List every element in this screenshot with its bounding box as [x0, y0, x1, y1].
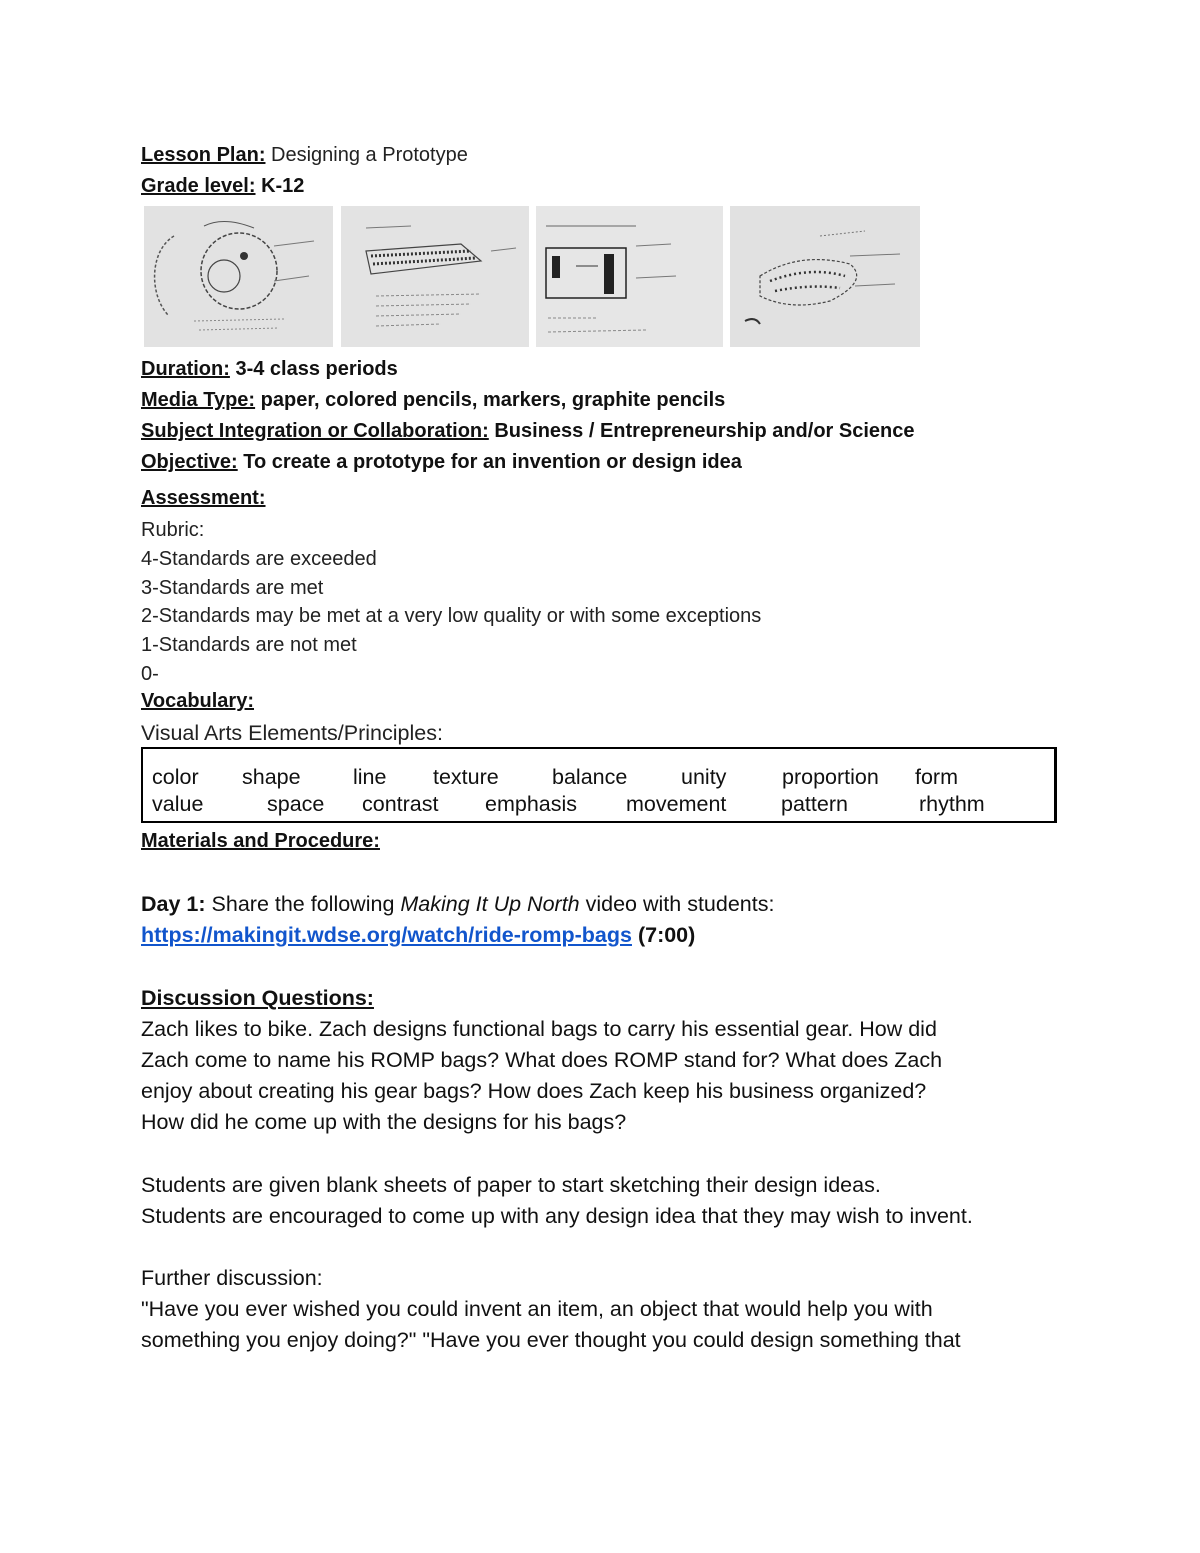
vocab-word: form: [915, 765, 958, 789]
vocab-word: movement: [626, 792, 727, 816]
vocab-word: value: [152, 792, 204, 816]
students-text: Students are given blank sheets of paper to start sketching their design ideas.: [141, 1173, 881, 1197]
media-type-label: Media Type:: [141, 389, 256, 411]
objective-label: Objective:: [141, 451, 238, 473]
media-type-line: [141, 389, 725, 412]
vocab-word: unity: [681, 765, 727, 789]
grade-level-label: Grade level:: [141, 175, 256, 197]
vocab-word: color: [152, 765, 199, 789]
video-link[interactable]: https://makingit.wdse.org/watch/ride-romp-bags: [141, 923, 632, 947]
day1-line: [141, 892, 774, 917]
subject-label: Subject Integration or Collaboration:: [141, 420, 489, 442]
subject-line: [141, 420, 915, 443]
day1-label: Day 1:: [141, 892, 206, 916]
objective-line: [141, 451, 742, 474]
vocabulary-subheading: Visual Arts Elements/Principles:: [141, 721, 443, 745]
duration-value: 3-4 class periods: [235, 358, 398, 380]
discussion-text: How did he come up with the designs for his bags?: [141, 1110, 627, 1134]
video-title: Making It Up North: [400, 892, 580, 916]
further-discussion-label: Further discussion:: [141, 1266, 323, 1290]
lesson-plan-line: [141, 144, 468, 167]
video-duration: (7:00): [637, 923, 696, 947]
vocab-word: balance: [552, 765, 628, 789]
discussion-text: Zach come to name his ROMP bags? What does ROMP stand for? What does Zach: [141, 1048, 943, 1072]
further-discussion-text: something you enjoy doing?" "Have you ever thought you could design something that: [141, 1328, 961, 1352]
rubric-line: 1-Standards are not met: [141, 634, 357, 656]
vocab-word: line: [353, 765, 387, 789]
sketch-photo-4: [730, 206, 920, 347]
media-type-value: paper, colored pencils, markers, graphite pencils: [260, 389, 726, 411]
discussion-heading: Discussion Questions:: [141, 986, 374, 1010]
sketch-photo-1: [144, 206, 333, 347]
rubric-line: 3-Standards are met: [141, 577, 324, 599]
duration-line: [141, 358, 398, 381]
vocab-word: texture: [433, 765, 499, 789]
discussion-text: Zach likes to bike. Zach designs functional bags to carry his essential gear. How did: [141, 1017, 937, 1041]
further-discussion-text: "Have you ever wished you could invent an item, an object that would help you with: [141, 1297, 933, 1321]
vocab-word: space: [267, 792, 325, 816]
vocabulary-table: [141, 747, 1057, 823]
rubric-line: 2-Standards may be met at a very low quality or with some exceptions: [141, 605, 762, 627]
vocab-word: emphasis: [485, 792, 578, 816]
day1-intro: Share the following: [211, 892, 395, 916]
vocab-word: pattern: [781, 792, 848, 816]
materials-heading: Materials and Procedure:: [141, 830, 380, 852]
rubric-line: 0-: [141, 663, 159, 685]
lesson-plan-title: Designing a Prototype: [271, 144, 468, 166]
vocabulary-heading: Vocabulary:: [141, 690, 254, 712]
grade-level-line: [141, 175, 304, 198]
discussion-text: enjoy about creating his gear bags? How does Zach keep his business organized?: [141, 1079, 927, 1103]
lesson-plan-label: Lesson Plan:: [141, 144, 266, 166]
objective-value: To create a prototype for an invention or design idea: [243, 451, 742, 473]
vocab-word: contrast: [362, 792, 439, 816]
students-text: Students are encouraged to come up with any design idea that they may wish to invent.: [141, 1204, 973, 1228]
vocab-word: rhythm: [919, 792, 985, 816]
vocab-word: shape: [242, 765, 301, 789]
duration-label: Duration:: [141, 358, 230, 380]
assessment-heading: Assessment:: [141, 487, 266, 509]
grade-level-value: K-12: [261, 175, 305, 197]
vocab-word: proportion: [782, 765, 879, 789]
sketch-photo-3: [536, 206, 723, 347]
sketch-photo-2: [341, 206, 529, 347]
video-link-line: [141, 923, 695, 948]
rubric-line: 4-Standards are exceeded: [141, 548, 377, 570]
day1-outro: video with students:: [585, 892, 775, 916]
subject-value: Business / Entrepreneurship and/or Science: [494, 420, 915, 442]
rubric-line: Rubric:: [141, 519, 205, 541]
